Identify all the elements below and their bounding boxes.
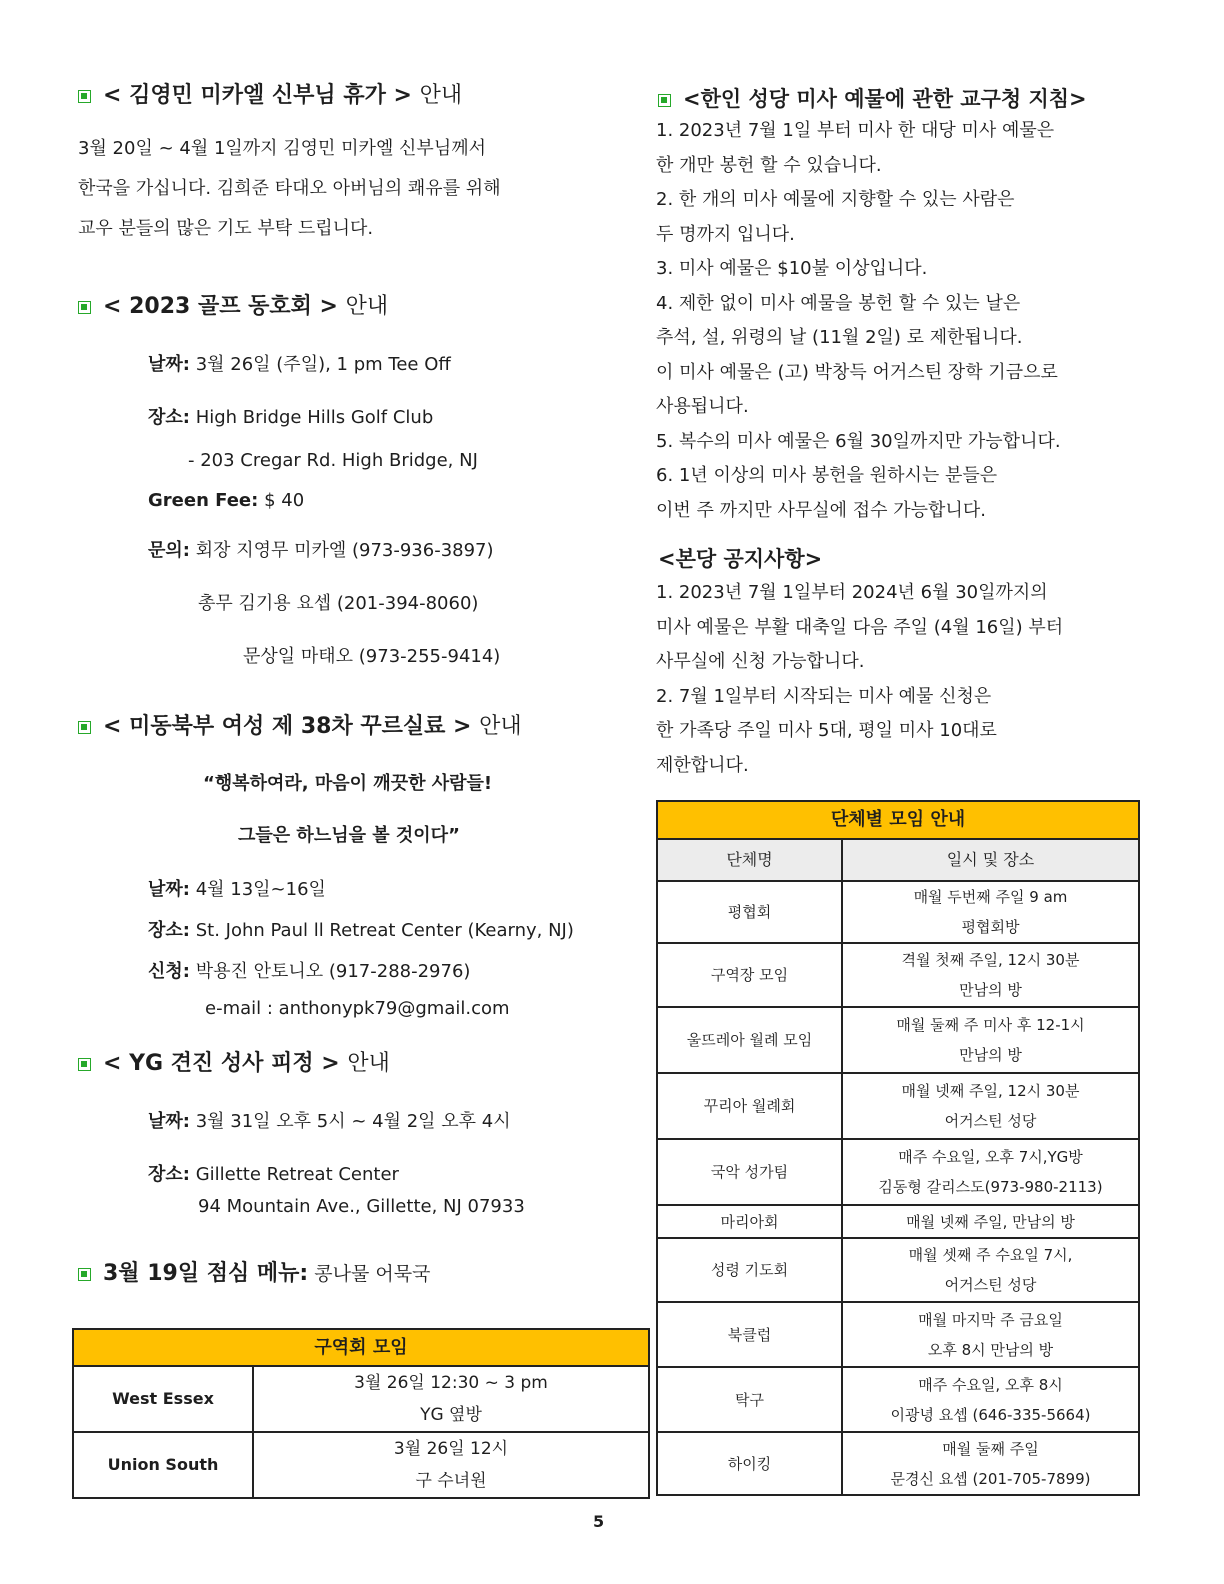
golf-place <box>148 403 433 429</box>
notice-line: 한 가족당 주일 미사 5대, 평일 미사 10대로 <box>656 720 997 741</box>
group-name: 탁구 <box>657 1367 842 1432</box>
fee-value: $ 40 <box>258 490 305 511</box>
green-square-bullet-icon <box>78 90 91 103</box>
meeting-place: 구 수녀원 <box>415 1471 487 1491</box>
cursillo-email: e-mail : anthonypk79@gmail.com <box>205 998 510 1019</box>
parish-notices <box>656 576 1063 783</box>
guideline-line: 1. 2023년 7월 1일 부터 미사 한 대당 미사 예물은 <box>656 120 1055 141</box>
group-schedule <box>842 1302 1139 1367</box>
table-row <box>657 1302 1139 1367</box>
schedule-line: 매월 두번째 주일 9 am <box>913 888 1068 906</box>
guideline-line: 2. 한 개의 미사 예물에 지향할 수 있는 사람은 <box>656 189 1015 210</box>
place-value: Gillette Retreat Center <box>189 1164 399 1185</box>
group-schedule <box>842 1007 1139 1073</box>
place-label: 장소: <box>148 1164 190 1185</box>
date-label: 날짜: <box>148 879 190 900</box>
section-title: < 김영민 미카엘 신부님 휴가 > <box>103 83 412 108</box>
section-title: < YG 견진 성사 피정 > <box>103 1051 340 1076</box>
table-row <box>657 1139 1139 1205</box>
section-lunch-heading <box>78 1256 430 1287</box>
golf-date <box>148 350 451 376</box>
guideline-line: 5. 복수의 미사 예물은 6월 30일까지만 가능합니다. <box>656 430 1061 452</box>
mass-offering-guidelines <box>656 114 1061 528</box>
group-schedule <box>842 943 1139 1007</box>
green-square-bullet-icon <box>78 721 91 734</box>
guideline-line: 한 개만 봉헌 할 수 있습니다. <box>656 154 882 176</box>
district-meeting-table <box>72 1328 650 1499</box>
table-title: 구역회 모임 <box>73 1329 649 1366</box>
cursillo-quote: “행복하여라, 마음이 깨끗한 사람들! <box>203 773 493 794</box>
group-meetings-table <box>656 800 1140 1496</box>
group-name: 북클럽 <box>657 1302 842 1367</box>
notice-line: 1. 2023년 7월 1일부터 2024년 6월 30일까지의 <box>656 582 1048 603</box>
district-name: West Essex <box>73 1366 253 1432</box>
schedule-line: 만남의 방 <box>959 981 1022 999</box>
date-value: 4월 13일~16일 <box>189 879 326 900</box>
guideline-line: 두 명까지 입니다. <box>656 223 795 245</box>
schedule-line: 매월 둘째 주일 <box>942 1439 1039 1458</box>
place-label: 장소: <box>148 407 190 428</box>
contact-value: 회장 지영무 미카엘 (973-936-3897) <box>189 540 494 561</box>
schedule-line: 김동형 갈리스도(973-980-2113) <box>878 1178 1103 1196</box>
cursillo-place <box>148 916 574 942</box>
meeting-place: YG 옆방 <box>420 1405 482 1425</box>
notice-line: 미사 예물은 부활 대축일 다음 주일 (4월 16일) 부터 <box>656 616 1064 638</box>
schedule-line: 매월 셋째 주 수요일 7시, <box>908 1246 1073 1264</box>
table-row <box>657 943 1139 1007</box>
apply-label: 신청: <box>148 961 190 982</box>
section-title-tail: 안내 <box>345 294 389 319</box>
group-name: 국악 성가팀 <box>657 1139 842 1205</box>
schedule-line: 어거스틴 성당 <box>944 1112 1037 1130</box>
guideline-line: 4. 제한 없이 미사 예물을 봉헌 할 수 있는 날은 <box>656 292 1021 314</box>
guideline-line: 추석, 설, 위령의 날 (11월 2일) 로 제한됩니다. <box>656 327 1023 348</box>
page-number: 5 <box>593 1512 605 1531</box>
table-row <box>657 1205 1139 1238</box>
group-schedule <box>842 1432 1139 1495</box>
vacation-line: 교우 분들의 많은 기도 부탁 드립니다. <box>78 218 374 239</box>
schedule-line: 오후 8시 만남의 방 <box>927 1340 1054 1359</box>
fee-label: Green Fee: <box>148 490 259 511</box>
section-title: < 2023 골프 동호회 > <box>103 294 338 319</box>
schedule-line: 매월 넷째 주일, 12시 30분 <box>901 1082 1080 1100</box>
schedule-line: 매월 둘째 주 미사 후 12-1시 <box>896 1016 1085 1034</box>
section-title-tail: 안내 <box>479 714 522 739</box>
district-time-place <box>253 1432 649 1498</box>
golf-contact <box>148 536 494 562</box>
group-name: 하이킹 <box>657 1432 842 1495</box>
contact-label: 문의: <box>148 540 190 561</box>
guideline-line: 사용됩니다. <box>656 396 749 417</box>
guideline-line: 3. 미사 예물은 $10불 이상입니다. <box>656 258 928 279</box>
section-title: < 미동북부 여성 제 38차 꾸르실료 > <box>103 714 472 739</box>
district-time-place <box>253 1366 649 1432</box>
schedule-line: 문경신 요셉 (201-705-7899) <box>890 1469 1091 1488</box>
notice-line: 제한합니다. <box>656 754 749 776</box>
place-value: St. John Paul ll Retreat Center (Kearny, NJ) <box>189 920 574 941</box>
schedule-line: 매월 마지막 주 금요일 <box>918 1310 1063 1329</box>
section-cursillo-heading <box>78 709 522 740</box>
place-value: High Bridge Hills Golf Club <box>189 407 434 428</box>
group-schedule <box>842 881 1139 943</box>
group-schedule <box>842 1139 1139 1205</box>
golf-address: - 203 Cregar Rd. High Bridge, NJ <box>188 450 478 471</box>
green-square-bullet-icon <box>78 1268 91 1281</box>
schedule-line: 만남의 방 <box>959 1046 1022 1064</box>
cursillo-apply <box>148 957 470 983</box>
group-schedule <box>842 1205 1139 1238</box>
group-name: 구역장 모임 <box>657 943 842 1007</box>
apply-value: 박용진 안토니오 (917-288-2976) <box>189 961 471 982</box>
column-header-schedule: 일시 및 장소 <box>842 839 1139 881</box>
guideline-line: 6. 1년 이상의 미사 봉헌을 원하시는 분들은 <box>656 465 998 486</box>
schedule-line: 평협회방 <box>961 918 1020 936</box>
section-golf-heading <box>78 289 388 320</box>
date-label: 날짜: <box>148 1111 190 1132</box>
green-square-bullet-icon <box>78 301 91 314</box>
golf-fee <box>148 490 304 511</box>
section-title-tail: 안내 <box>347 1051 390 1076</box>
notice-line: 사무실에 신청 가능합니다. <box>656 651 865 672</box>
schedule-line: 매주 수요일, 오후 8시 <box>918 1375 1063 1394</box>
table-row <box>73 1366 649 1432</box>
table-row <box>657 881 1139 943</box>
section-title-tail: 안내 <box>419 83 463 108</box>
vacation-line: 한국을 가십니다. 김희준 타대오 아버님의 쾌유를 위해 <box>78 178 501 199</box>
group-name: 울뜨레아 월례 모임 <box>657 1007 842 1073</box>
group-schedule <box>842 1238 1139 1302</box>
group-name: 평협회 <box>657 881 842 943</box>
date-value: 3월 26일 (주일), 1 pm Tee Off <box>189 354 451 375</box>
table-row <box>657 1007 1139 1073</box>
lunch-menu-value: 콩나물 어묵국 <box>308 1263 431 1285</box>
group-schedule <box>842 1367 1139 1432</box>
column-header-group: 단체명 <box>657 839 842 881</box>
table-row <box>657 1073 1139 1139</box>
golf-contact-2: 총무 김기용 요셉 (201-394-8060) <box>198 593 479 614</box>
table-row <box>73 1432 649 1498</box>
green-square-bullet-icon <box>658 94 671 107</box>
schedule-line: 매월 넷째 주일, 만남의 방 <box>906 1212 1075 1231</box>
schedule-line: 이광녕 요셉 (646-335-5664) <box>890 1405 1091 1424</box>
date-label: 날짜: <box>148 354 190 375</box>
section-vacation-heading <box>78 78 462 109</box>
section-mass-offering-heading <box>658 83 1087 113</box>
schedule-line: 격월 첫째 주일, 12시 30분 <box>901 951 1080 969</box>
golf-contact-3: 문상일 마태오 (973-255-9414) <box>243 646 501 667</box>
table-title: 단체별 모임 안내 <box>657 801 1139 839</box>
guideline-line: 이 미사 예물은 (고) 박창득 어거스틴 장학 기금으로 <box>656 361 1058 383</box>
retreat-date <box>148 1107 511 1133</box>
section-title: <한인 성당 미사 예물에 관한 교구청 지침> <box>683 87 1087 111</box>
place-label: 장소: <box>148 920 190 941</box>
meeting-time: 3월 26일 12시 <box>393 1439 509 1459</box>
section-parish-notice-heading: <본당 공지사항> <box>658 547 823 571</box>
notice-line: 2. 7월 1일부터 시작되는 미사 예물 신청은 <box>656 685 992 707</box>
guideline-line: 이번 주 까지만 사무실에 접수 가능합니다. <box>656 499 986 521</box>
cursillo-quote: 그들은 하느님을 볼 것이다” <box>238 825 460 846</box>
schedule-line: 매주 수요일, 오후 7시,YG방 <box>898 1148 1083 1166</box>
retreat-address: 94 Mountain Ave., Gillette, NJ 07933 <box>198 1196 525 1217</box>
section-retreat-heading <box>78 1046 390 1077</box>
district-name: Union South <box>73 1432 253 1498</box>
group-name: 마리아회 <box>657 1205 842 1238</box>
group-name: 성령 기도회 <box>657 1238 842 1302</box>
meeting-time: 3월 26일 12:30 ~ 3 pm <box>354 1373 548 1393</box>
group-schedule <box>842 1073 1139 1139</box>
table-row <box>657 1432 1139 1495</box>
schedule-line: 어거스틴 성당 <box>944 1276 1037 1294</box>
retreat-place <box>148 1160 399 1186</box>
green-square-bullet-icon <box>78 1058 91 1071</box>
table-row <box>657 1367 1139 1432</box>
vacation-line: 3월 20일 ~ 4월 1일까지 김영민 미카엘 신부님께서 <box>78 138 486 159</box>
date-value: 3월 31일 오후 5시 ~ 4월 2일 오후 4시 <box>189 1111 511 1132</box>
table-row <box>657 1238 1139 1302</box>
cursillo-date <box>148 875 326 901</box>
section-title: 3월 19일 점심 메뉴: <box>103 1261 309 1286</box>
group-name: 꾸리아 월례회 <box>657 1073 842 1139</box>
